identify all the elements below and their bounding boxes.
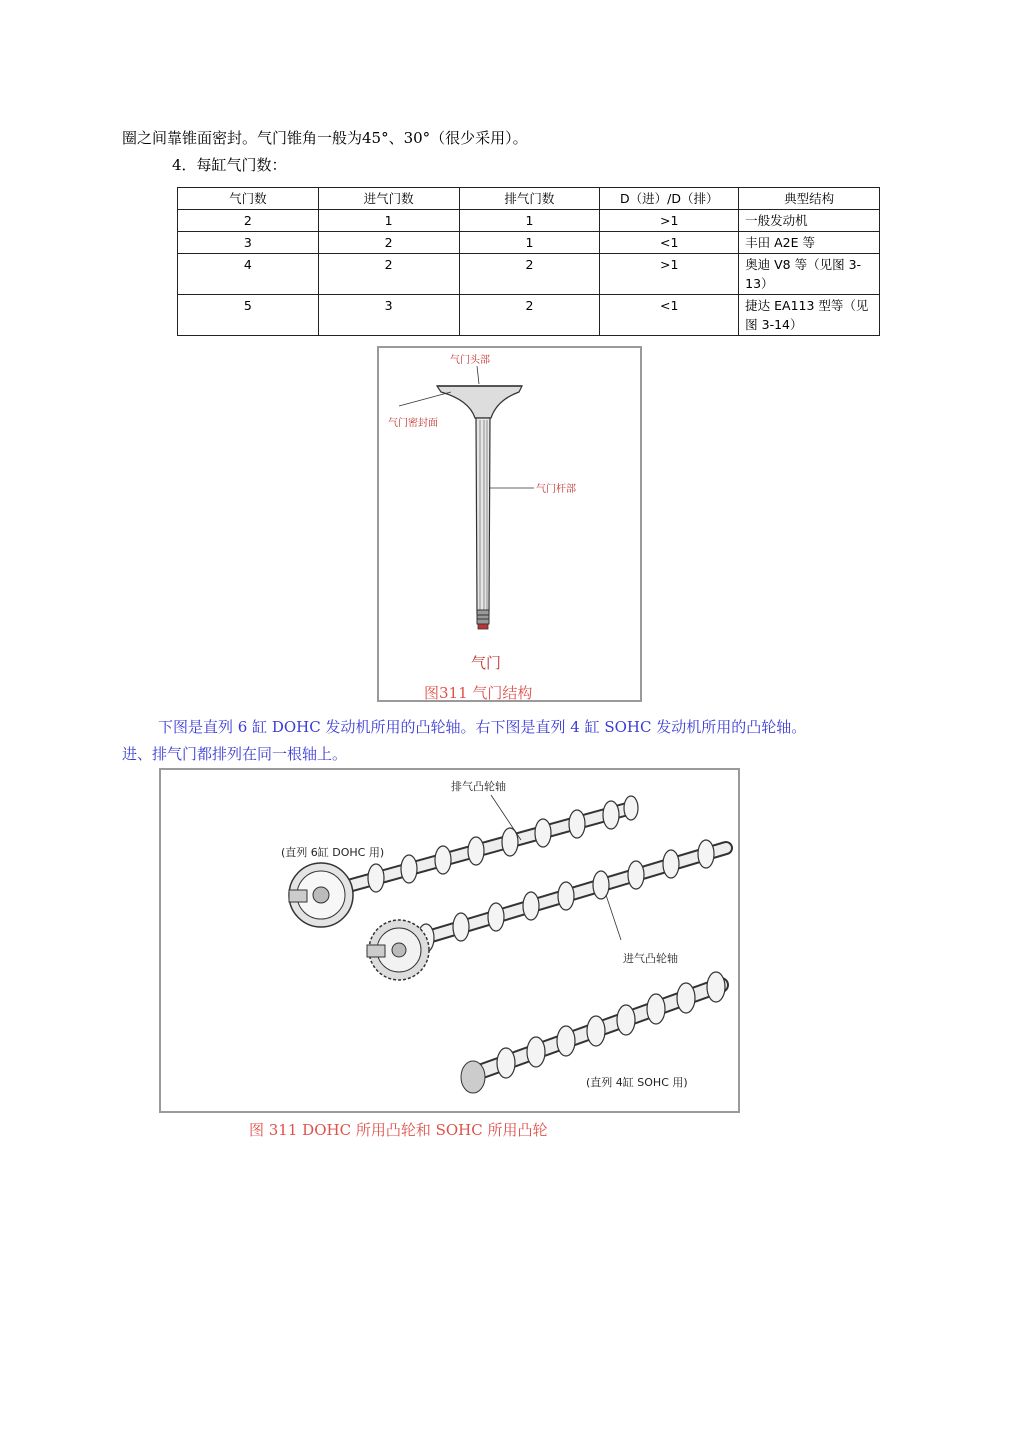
table-cell: 2: [318, 232, 459, 254]
table-cell: 5: [178, 295, 319, 336]
valve-figure-title: 气门: [471, 654, 502, 672]
table-row: [178, 210, 880, 232]
table-cell: 1: [459, 232, 600, 254]
table-cell: 4: [178, 254, 319, 295]
table-cell: 2: [178, 210, 319, 232]
table-cell: >1: [600, 210, 739, 232]
table-cell: >1: [600, 254, 739, 295]
valve-figure: [377, 346, 642, 702]
figure1-caption: 图311 气门结构: [424, 684, 533, 702]
table-header-row: [178, 188, 880, 210]
paragraph-line-2: 进、排气门都排列在同一根轴上。: [122, 745, 348, 763]
table-cell: 丰田 A2E 等: [739, 232, 880, 254]
table-header: 排气门数: [459, 188, 600, 210]
valve-illustration: [379, 348, 640, 700]
label-dohc: (直列 6缸 DOHC 用): [281, 846, 385, 859]
camshaft-figure: [159, 768, 740, 1113]
table-cell: 1: [318, 210, 459, 232]
table-row: [178, 295, 880, 336]
table-cell: 2: [459, 295, 600, 336]
label-intake-camshaft: 进气凸轮轴: [623, 952, 678, 965]
table-header: 典型结构: [739, 188, 880, 210]
sohc-camshaft: [461, 972, 725, 1093]
figure2-caption: 图 311 DOHC 所用凸轮和 SOHC 所用凸轮: [249, 1121, 548, 1139]
table-cell: 奥迪 V8 等（见图 3-13）: [739, 254, 880, 295]
paragraph-line-1: 下图是直列 6 缸 DOHC 发动机所用的凸轮轴。右下图是直列 4 缸 SOHC 发动机所用的凸轮轴。: [158, 718, 807, 736]
table-cell: 1: [459, 210, 600, 232]
label-valve-stem: 气门杆部: [536, 484, 576, 495]
table-row: [178, 254, 880, 295]
label-exhaust-camshaft: 排气凸轮轴: [451, 780, 506, 793]
valve-count-table: [177, 187, 880, 336]
table-cell: 2: [318, 254, 459, 295]
table-cell: <1: [600, 232, 739, 254]
table-cell: <1: [600, 295, 739, 336]
table-cell: 捷达 EA113 型等（见图 3-14）: [739, 295, 880, 336]
section-heading: 4．每缸气门数：: [172, 156, 287, 174]
table-cell: 3: [318, 295, 459, 336]
label-sohc: (直列 4缸 SOHC 用): [586, 1076, 688, 1089]
table-header: 气门数: [178, 188, 319, 210]
table-cell: 3: [178, 232, 319, 254]
camshaft-illustration: [161, 770, 738, 1111]
table-cell: 一般发动机: [739, 210, 880, 232]
intro-line: 圈之间靠锥面密封。气门锥角一般为45°、30°（很少采用）。: [122, 129, 528, 147]
label-valve-seal-face: 气门密封面: [388, 418, 438, 429]
table-header: D（进）/D（排）: [600, 188, 739, 210]
table-header: 进气门数: [318, 188, 459, 210]
table-cell: 2: [459, 254, 600, 295]
label-valve-head: 气门头部: [450, 355, 490, 366]
table-row: [178, 232, 880, 254]
exhaust-camshaft: [289, 796, 638, 927]
